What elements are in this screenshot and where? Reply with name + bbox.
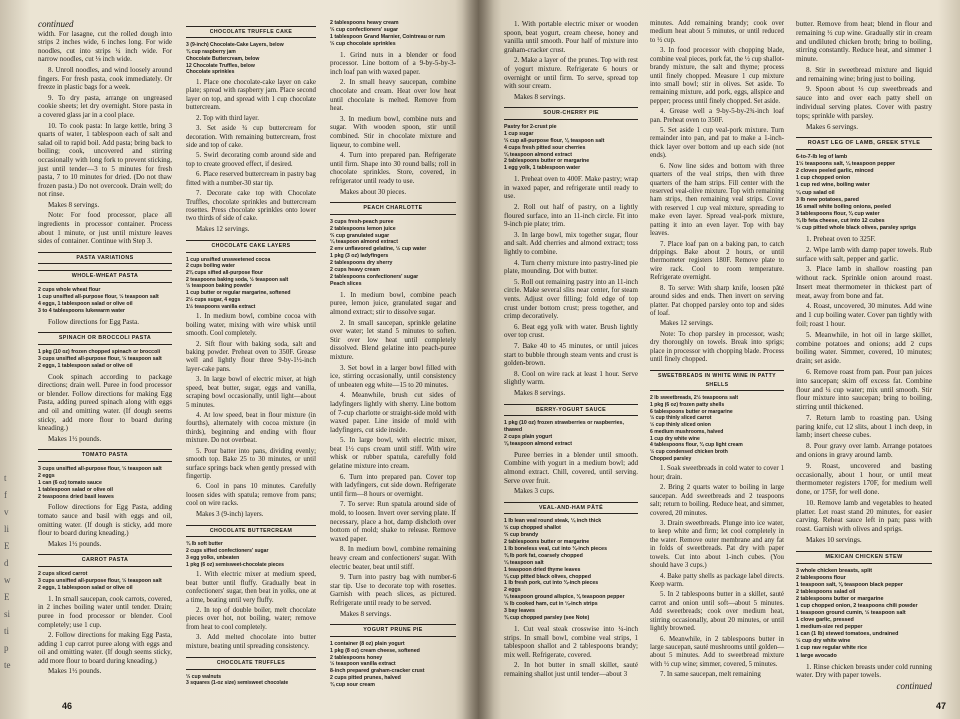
body-paragraph: 6. Turn into prepared pan. Cover top with ladyfingers, cut side down. Refrigerate until firm—8 hours or overnight. [330,472,456,498]
body-paragraph: 2. Bring 2 quarts water to boiling in large saucepan. Add sweetbreads and 2 teaspoons salt; return to boiling. Reduce heat, and simmer, covered, 20 minutes. [650,484,784,517]
right-column-1 [504,20,638,680]
body-paragraph: Makes 6 servings. [806,122,859,131]
ingredient-list [504,420,638,448]
ingredient-item: 3 whole chicken breasts, split [796,567,873,574]
edge-letter: te [4,660,11,670]
edge-letter: si [4,609,11,619]
ingredient-item: 1 lb fresh pork, cut into ¾-inch pieces [504,580,599,587]
body-paragraph: 5. In large bowl, with electric mixer, beat 1½ cups cream until stiff. With wire whisk or rubber spatula, carefully fold gelatine mixture into cream. [330,436,456,471]
page-number-left: 46 [62,701,73,711]
ingredient-list [650,395,784,462]
ingredient-item: 3 cups unsifted all-purpose flour, ½ teaspoon salt [38,577,162,584]
body-paragraph: 2. Wipe lamb with damp paper towels. Rub surface with salt, pepper and garlic. [796,245,932,263]
ingredient-item: ½ cup chopped shallot [504,525,561,532]
body-paragraph: Makes 1½ pounds. [48,667,102,676]
ingredient-item: 1 tablespoon salad or olive oil [38,486,113,493]
ingredient-item: 2 teaspoons dried basil leaves [38,493,114,500]
ingredient-item: 2 cups sliced carrot [38,571,88,577]
ingredient-item: 3 lb new potatoes, pared [796,196,859,203]
ingredient-item: 2 eggs, 1 tablespoon salad or olive oil [38,362,133,369]
ingredient-item: 1 cup sugar [504,130,534,137]
ingredient-item: 3 to 4 tablespoons lukewarm water [38,307,125,314]
body-paragraph: Makes 1½ pounds. [48,539,102,548]
ingredient-list [38,571,172,592]
body-paragraph: 10. Remove lamb and vegetables to heated platter. Let roast stand 20 minutes, for easier carving. Reheat sauce left in pan; pass with roast. Garnish with olives and sprigs. [796,498,932,534]
body-paragraph: Makes 8 servings. [514,388,566,397]
ingredient-item: 2 tablespoons lemon juice [330,225,396,232]
ingredient-item: 3 bay leaves [504,608,535,615]
left-column-1 [38,20,172,678]
ingredient-item: 1 lb boneless veal, cut into ¾-inch pieces [504,545,607,552]
ingredient-item: Pastry for 2-crust pie [504,123,557,130]
ingredient-item: 2 tablespoons flour [796,574,846,581]
ingredient-list [38,466,172,501]
body-paragraph: 5. In 2 tablespoons butter in a skillet, sauté carrot and onion until soft—about 5 minutes. Add sweetbreads; cook over medium heat, stirring occasionally, about 20 minutes, or until lightly browned. [650,591,784,633]
ingredient-list [186,541,316,568]
ingredient-item: 2 eggs [38,472,55,479]
ingredient-item: 1 can (6 oz) tomato sauce [38,479,102,486]
ingredient-list [186,257,316,311]
ingredient-item: 1 pkg (3 oz) ladyfingers [330,253,389,260]
body-paragraph: 1. Grind nuts in a blender or food processor. Line bottom of a 9-by-5-by-3-inch loaf pan with waxed paper. [330,50,456,76]
recipe-title: CHOCOLATE TRUFFLE CAKE [186,26,316,38]
body-paragraph: 1. Place one chocolate-cake layer on cake plate; spread with raspberry jam. Place second layer on top, and spread with 1 cup chocolate buttercream. [186,79,316,112]
ingredient-list [504,124,638,172]
body-paragraph: 1. Rinse chicken breasts under cold running water. Dry with paper towels. [796,662,932,680]
ingredient-list [796,154,932,232]
body-paragraph: 8. In medium bowl, combine remaining heavy cream and confectioners' sugar. With electric beater, beat until stiff. [330,545,456,571]
body-paragraph: 5. Swirl decorating comb around side and top to create grooved effect, if desired. [186,152,316,168]
ingredient-item: 2 cups sifted confectioners' sugar [186,548,269,555]
body-paragraph: 2. In hot butter in small skillet, sauté remaining shallot just until tender—about 3 [504,661,638,678]
ingredient-item: 1 pkg (10 oz) frozen strawberries or raspberries, thawed [504,420,624,434]
body-paragraph: Makes 12 servings. [660,320,714,328]
body-paragraph: 6. Place reserved buttercream in pastry bag fitted with a number-30 star tip. [186,171,316,187]
body-paragraph: 3. Set aside ¾ cup buttercream for decoration. With remaining buttercream, frost side and top of cake. [186,125,316,149]
right-page [478,0,960,719]
ingredient-item: 4 eggs, 1 tablespoon salad or olive oil [38,300,133,307]
ingredient-item: 1 pkg (8 oz) cream cheese, softened [330,647,420,654]
ingredient-item: ⅓ cup chocolate sprinkles [330,40,396,47]
body-paragraph: 2. Make a layer of the prunes. Top with rest of yogurt mixture. Refrigerate 6 hours or overnight or until firm. To serve, spread top with sour cream. [504,56,638,91]
body-paragraph: 9. To dry pasta, arrange on ungreased cookie sheets; let dry overnight. Store pasta in a covered glass jar in a cool place. [38,93,172,119]
body-paragraph: 3. In large bowl of electric mixer, at high speed, beat butter, sugar, eggs and vanilla, scraping bowl occasionally, until light—about 5 minutes. [186,376,316,409]
body-paragraph: Makes 3 (9-inch) layers. [196,510,264,518]
ingredient-item: 1 cup butter or regular margarine, softened [186,290,291,297]
body-paragraph: Follow directions for Egg Pasta, adding tomato sauce and basil with eggs and oil, omitting water. (If dough is sticky, add more flour to board during kneading.) [38,503,172,538]
body-paragraph: Note: For food processor, place all ingredients in processor container. Process about 1 minute, or just until mixture leaves sides of container. Continue with Step 3. [38,211,172,246]
ingredient-item: 2 lb sweetbreads, 2½ teaspoons salt [650,395,739,402]
ingredient-item: 1 cup red wine, boiling water [796,182,870,189]
edge-letter: E [4,541,10,551]
edge-letter: w [4,575,11,585]
ingredient-item: ¾ cup chopped parsley (see Note) [504,615,590,621]
left-column-3 [330,20,456,692]
recipe-title: MEXICAN CHICKEN STEW [796,551,932,564]
ingredient-item: 2 cups plain yogurt [504,433,553,440]
body-paragraph: 10. To cook pasta: In large kettle, bring 3 quarts of water, 1 tablespoon each of salt and salad oil to rapid boil. Add pasta; bring back to boiling; cook, uncovered and stirring occasionally with long fork to prevent sticking, just until tender—3 to 5 minutes for fresh pasta, 7 to 10 minutes for dried. (Do not thaw frozen pasta.) Do not overcook. Drain well; do not rinse. [38,121,172,199]
body-paragraph: 9. Roast, uncovered and basting occasionally, about 1 hour, or until meat thermometer registers 170F, for medium well done, or 175F, for well done. [796,461,932,497]
body-paragraph: 2. In top of double boiler, melt chocolate pieces over hot, not boiling, water; remove from heat to cool completely. [186,607,316,631]
ingredient-item: ¼ teaspoon almond extract [330,239,398,246]
ingredient-item: ¾ lb feta cheese, cut into 12 cubes [796,217,885,224]
ingredient-item: 3 cups unsifted all-purpose flour, ½ teaspoon salt [38,465,162,472]
ingredient-item: 4 cups fresh pitted sour cherries [504,144,586,151]
body-paragraph: Makes 8 servings. [48,200,100,209]
ingredient-item: 6 medium mushrooms, halved [650,428,724,435]
ingredient-item: 2 eggs [504,587,521,594]
ingredient-item: 2 tablespoons honey [330,654,383,661]
ingredient-item: 1 medium-size red pepper [796,624,863,631]
body-paragraph: 3. Drain sweetbreads. Plunge into ice water, to keep white and firm; let cool completely in the water. Remove outer membrane and any fat in folds of sweetbreads. Pat dry with paper towels. Cut into about 1-inch cubes. (You should have 3 cups.) [650,520,784,570]
ingredient-item: 2 cups heavy cream [330,267,380,274]
body-paragraph: 2. In small heavy saucepan, combine chocolate and cream. Heat over low heat until chocolate is melted. Remove from heat. [330,78,456,113]
ingredient-item: ½ lb cooked ham, cut in ¼-inch strips [504,601,598,608]
recipe-title: TOMATO PASTA [38,449,172,462]
ingredient-item: 2 teaspoons baking soda, ½ teaspoon salt [186,276,289,283]
ingredient-list [38,287,172,315]
continued-label: continued [896,681,932,692]
body-paragraph: Makes 12 servings. [196,225,250,233]
ingredient-list [330,641,456,689]
recipe-title: BERRY-YOGURT SAUCE [504,404,638,417]
ingredient-item: ½ cup pitted whole black olives, parsley sprigs [796,224,917,231]
ingredient-list [796,568,932,660]
right-column-3 [796,20,932,692]
ingredient-item: 2 tablespoons butter or margarine [504,158,590,165]
recipe-title: VEAL-AND-HAM PÂTÉ [504,502,638,515]
body-paragraph: 2. Follow directions for making Egg Pasta, adding 1 cup carrot puree along with eggs and oil and omitting water. (If dough seems sticky, add more flour to board during kneading.) [38,631,172,665]
recipe-title: PASTA VARIATIONS [38,252,172,265]
ingredient-item: 2 tablespoons heavy cream [330,20,399,26]
ingredient-item: 2 cups pitted prunes, halved [330,675,401,682]
ingredient-list [186,42,316,76]
body-paragraph: 6. Now line sides and bottom with three quarters of the veal strips, then with three quarters of the ham strips. Fill center with the reserved veal-olive mixture. Top with remaining ham strips, then remaining veal strips. Cover with reserved 1 cup veal mixture, spreading to make even layer. Spread veal-pork mixture, patting it into an even layer. Top with bay leaves. [650,162,784,238]
ingredient-item: 1 teaspoon ground cumin, ½ teaspoon salt [796,610,906,617]
body-paragraph: 3. In food processor with chopping blade, combine veal pieces, pork fat, the ½ cup shallot-brandy mixture, the salt and thyme; process until finely chopped. Measure 1 cup mixture into small bowl; stir in olives. Set aside. To remaining mixture, add pork, eggs, allspice and pepper; process until finely chopped. Set aside. [650,47,784,105]
ingredient-item: 1 cup dry white wine [650,435,700,442]
edge-letter: ti [4,626,10,636]
ingredient-item: 2 tablespoons butter or margarine [504,539,590,546]
body-paragraph: butter. Remove from heat; blend in flour and remaining ½ cup wine. Gradually stir in cream and undiluted chicken broth; bring to boiling, stirring constantly. Reduce heat, and simmer 1 minute. [796,20,932,64]
body-paragraph: 3. Set bowl in a larger bowl filled with ice, stirring occasionally, until consistency of unbeaten egg white—15 to 20 minutes. [330,363,456,389]
recipe-title: YOGURT PRUNE PIE [330,624,456,637]
ingredient-item: 1 teaspoon salt, ⅛ teaspoon black pepper [796,581,903,588]
ingredient-item: ¼ cup pitted black olives, chopped [504,573,591,580]
edge-letter: E [4,592,10,602]
ingredient-item: ½ teaspoon vanilla extract [330,661,396,668]
body-paragraph: 7. In same saucepan, melt remaining [660,671,761,679]
ingredient-item: 1 large avocado [796,652,837,659]
body-paragraph: 8. To serve: With sharp knife, loosen pâté around sides and ends. Then invert on serving platter. Pat chopped parsley onto top and sides of loaf. [650,284,784,317]
ingredient-item: ¾ lb soft butter [186,541,223,548]
edge-letter: f [4,490,7,500]
edge-letter: t [4,473,7,483]
ingredient-item: 3 tablespoons flour, ¾ cup water [796,210,880,217]
body-paragraph: Puree berries in a blender until smooth. Combine with yogurt in a medium bowl; add almond extract. Chill, covered, until serving. Serve over fruit. [504,450,638,485]
ingredient-item: 1 container (8 oz) plain yogurt [330,640,405,647]
ingredient-item: 2 tablespoons dry sherry [330,260,393,267]
ingredient-item: 1 cup chopped onion [796,175,851,182]
body-paragraph: 9. Spoon about ⅓ cup sweetbreads and sauce into and over each patty shell on individual serving plates. Cover with pastry tops; sprinkle with parsley. [796,85,932,120]
body-paragraph: Note: To chop parsley in processor, wash; dry thoroughly on towels. Break into sprigs; place in processor with chopping blade. Process until finely chopped. [650,330,784,364]
edge-letter: li [4,524,10,534]
ingredient-item: 1½ teaspoons vanilla extract [186,303,256,310]
ingredient-item: 3 cups fresh-peach puree [330,218,394,225]
body-paragraph: Makes 10 servings. [806,536,862,545]
body-paragraph: Makes about 30 pieces. [340,187,407,196]
ingredient-item: ¾ cup sour cream [330,682,375,689]
ingredient-list [186,674,316,687]
body-paragraph: 3. In medium bowl, combine nuts and sugar. With wooden spoon, stir until combined. Stir in chocolate mixture and liqueur, to combine well. [330,114,456,149]
body-paragraph: 4. Roast, uncovered, 30 minutes. Add wine and 1 cup boiling water. Cover pan tightly with foil; roast 1 hour. [796,302,932,329]
body-paragraph: 6. Beat egg yolk with water. Brush lightly over top crust. [504,322,638,340]
ingredient-item: 1 egg yolk, 1 tablespoon water [504,165,581,172]
body-paragraph: 1. With electric mixer at medium speed, beat butter until fluffy. Gradually beat in confectioners' sugar, then beat in yolks, one at a time, beating until very fluffy. [186,571,316,604]
ingredient-item: Chocolate sprinkles [186,69,235,76]
ingredient-item: ⅛ teaspoon almond extract [504,440,572,447]
body-paragraph: 6. Meanwhile, in 2 tablespoons butter in large saucepan, sauté mushrooms until golden—about 5 minutes. Add to sweetbread mixture with ½ cup wine; simmer, covered, 5 minutes. [650,635,784,668]
ingredient-item: 1 can (1 lb) stewed tomatoes, undrained [796,631,899,638]
ingredient-item: 2 eggs, 1 tablespoon salad or olive oil [38,584,133,591]
recipe-title: PEACH CHARLOTTE [330,202,456,215]
ingredient-item: 1 pkg (6 oz) frozen patty shells [650,402,725,409]
body-paragraph: 5. Roll out remaining pastry into an 11-inch circle. Make several slits near center, for steam vents. Adjust over filling; fold edge of top crust under bottom crust; press together, and crimp decoratively. [504,277,638,321]
body-paragraph: 4. Grease well a 9-by-5-by-2¾-inch loaf pan. Preheat oven to 350F. [650,108,784,124]
ingredient-item: ¼ teaspoon almond extract [504,151,572,158]
body-paragraph: 8. Unroll noodles, and wind loosely around fingers. For fresh pasta, cook immediately. Or freeze in plastic bags for a week. [38,65,172,92]
body-paragraph: 7. Bake 40 to 45 minutes, or until juices start to bubble through steam vents and crust is golden-brown. [504,341,638,368]
body-paragraph: 7. Place loaf pan on a baking pan, to catch drippings. Bake about 2 hours, or until thermometer registers 180F. Remove plate to wire rack. Cool to room temperature. Refrigerate overnight. [650,240,784,282]
body-paragraph: 8. Cool on wire rack at least 1 hour. Serve slightly warm. [504,369,638,387]
recipe-title: SOUR-CHERRY PIE [504,107,638,120]
body-paragraph: 2. Top with third layer. [196,114,259,122]
edge-letter: d [4,558,9,568]
body-paragraph: 4. Bake patty shells as package label directs. Keep warm. [650,572,784,588]
body-paragraph: 3. In large bowl, mix together sugar, flour and salt. Add cherries and almond extract; toss lightly to combine. [504,230,638,257]
recipe-title: ROAST LEG OF LAMB, GREEK STYLE [796,137,932,150]
body-paragraph: 1. Soak sweetbreads in cold water to cover 1 hour; drain. [650,465,784,481]
ingredient-item: 2 tablespoons butter or margarine [796,595,884,602]
left-column-2 [186,20,316,690]
body-paragraph: 7. Decorate cake top with Chocolate Truffles, chocolate sprinkles and buttercream rosettes. Press chocolate sprinkles onto lower two thirds of side of cake. [186,190,316,223]
body-paragraph: width. For lasagne, cut the rolled dough into strips 2 inches wide, 6 inches long. For wide noodles, cut into strips ¼ inch wide. For narrow noodles, cut ⅛ inch wide. [38,29,172,64]
body-paragraph: 3. Add melted chocolate into butter mixture, beating until spreading consistency. [186,634,316,650]
body-paragraph: 5. Pour batter into pans, dividing evenly; smooth top. Bake 25 to 30 minutes, or until surface springs back when gently pressed with fingertip. [186,447,316,480]
ingredient-item: 1 lb lean veal round steak, ¼ inch thick [504,518,602,525]
body-paragraph: 4. Turn cherry mixture into pastry-lined pie plate, mounding. Dot with butter. [504,258,638,276]
ingredient-item: ⅓ cup all-purpose flour, ⅛ teaspoon salt [504,137,605,144]
body-paragraph: 8. Pour gravy over lamb. Arrange potatoes and onions in gravy around lamb. [796,442,932,459]
ingredient-item: 2¾ cups sifted all-purpose flour [186,270,263,277]
recipe-title: WHOLE-WHEAT PASTA [38,270,172,283]
body-paragraph: Makes 8 servings. [514,92,566,101]
ingredient-item: ½ cup thinly sliced onion [650,422,711,429]
ingredient-item: ¼ cup salad oil [796,189,835,196]
body-paragraph: Makes 1½ pounds. [48,434,102,443]
body-paragraph: 1. With portable electric mixer or wooden spoon, beat yogurt, cream cheese, honey and vanilla until smooth. Pour half of mixture into graham-cracker crust. [504,20,638,54]
recipe-title: CHOCOLATE TRUFFLES [186,657,316,669]
ingredient-item: 4 tablespoons flour, ¾ cup light cream [650,442,743,449]
body-paragraph: Makes 3 cups. [514,487,555,496]
ingredient-item: 1 teaspoon dried thyme leaves [504,566,581,573]
ingredient-item: 12 Chocolate Truffles, below [186,62,255,69]
ingredient-item: ¾ cup raspberry jam [186,49,236,56]
body-paragraph: 6. Remove roast from pan. Pour pan juices into saucepan; skim off excess fat. Combine flour and ¼ cup water; mix until smooth. Stir flour mixture into saucepan; bring to boiling, stirring until thickened. [796,367,932,412]
recipe-title: SPINACH OR BROCCOLI PASTA [38,332,172,345]
ingredient-item: ½ cup condensed chicken broth [650,449,728,456]
ingredient-item: 3 (9-inch) Chocolate-Cake Layers, below [186,42,284,49]
body-paragraph: 3. Place lamb in shallow roasting pan without rack. Sprinkle onion around roast. Insert meat thermometer in thickest part of meat, away from bone and fat. [796,265,932,300]
ingredient-item: 2 cloves peeled garlic, minced [796,168,874,175]
page-number-right: 47 [935,701,946,711]
body-paragraph: 1. In medium bowl, combine cocoa with boiling water, mixing with wire whisk until smooth. Cool completely. [186,313,316,338]
ingredient-list [504,518,638,622]
body-paragraph: 2. In small saucepan, sprinkle gelatine over water; let stand 5 minutes to soften. Stir over low heat until completely dissolved. Blend gelatine into peach-puree mixture. [330,318,456,361]
recipe-title: CHOCOLATE CAKE LAYERS [186,240,316,252]
ingredient-item: ⅔ cup brandy [504,532,539,539]
ingredient-item: 1 cup unsifted all-purpose flour, ½ teaspoon salt [38,293,159,300]
body-paragraph: 2. Sift flour with baking soda, salt and baking powder. Preheat oven to 350F. Grease well and lightly flour three 9-by-1½-inch layer-cake pans. [186,340,316,373]
ingredient-item: 6-to-7-lb leg of lamb [796,154,848,161]
edge-letter: p [4,643,9,653]
body-paragraph: 6. Cool in pans 10 minutes. Carefully loosen sides with spatula; remove from pans; cool on wire racks. [186,483,316,508]
ingredient-item: 1 clove garlic, pressed [796,617,854,624]
left-page [0,0,478,719]
body-paragraph: 1. In medium bowl, combine peach puree, lemon juice, granulated sugar and almond extract; stir to dissolve sugar. [330,290,456,316]
continued-label: continued [38,19,74,29]
body-paragraph: 1. Preheat oven to 325F. [806,235,876,244]
ingredient-item: 1 cup chopped onion, 2 teaspoons chili powder [796,602,918,609]
ingredient-item: 6 tablespoons butter or margarine [650,408,733,415]
ingredient-item: 1 tablespoon Grand Marnier, Cointreau or rum [330,33,445,40]
ingredient-item: 1 pkg (6 oz) semisweet-chocolate pieces [186,561,284,568]
ingredient-item: 3 cups unsifted all-purpose flour, ½ teaspoon salt [38,355,162,362]
body-paragraph: 9. Turn into pastry bag with number-6 star tip. Use to decorate top with rosettes. Garnish with peach slices, as pictured. Refrigerate until ready to be served. [330,573,456,607]
left-edge-letters [4,470,16,674]
recipe-title: SWEETBREADS IN WHITE WINE IN PATTY SHELLS [650,370,784,391]
body-paragraph: 7. Return lamb to roasting pan. Using paring knife, cut 12 slits, about 1 inch deep, in lamb; insert cheese cubes. [796,413,932,440]
body-paragraph: Makes 8 servings. [340,609,392,618]
ingredient-list [38,349,172,370]
ingredient-item: 1½ teaspoons salt, ¼ teaspoon pepper [796,161,896,168]
body-paragraph: 1. Cut veal steak crosswise into ¼-inch strips. In small bowl, combine veal strips, 1 tablespoon shallot and 2 tablespoons brandy; mix well. Refrigerate, covered. [504,624,638,659]
body-paragraph: 2. Roll out half of pastry, on a lightly floured surface, into an 11-inch circle. Fit into 9-inch pie plate; trim. [504,203,638,229]
body-paragraph: 8. Stir in sweetbread mixture and liquid and remaining wine; bring just to boiling. [796,65,932,83]
right-column-2 [650,20,784,682]
ingredient-item: ¼ teaspoon salt [504,559,544,566]
body-paragraph: 5. Set aside 1 cup veal-pork mixture. Turn remainder into pan, and pat to make a 1-inch-thick layer over bottom and up each side (not ends). [650,127,784,160]
ingredient-item: 1 cup raw regular white rice [796,645,868,652]
ingredient-item: 2 cups whole wheat flour [38,287,101,294]
ingredient-item: ½ cup dry white wine [796,638,851,645]
ingredient-item: 1 pkg (10 oz) frozen chopped spinach or broccoli [38,348,161,355]
ingredient-item: ¾ lb pork fat, coarsely chopped [504,552,583,559]
body-paragraph: minutes. Add remaining brandy; cook over medium heat about 5 minutes, or until reduced to ½ cup. [650,20,784,44]
ingredient-item: 3 egg yolks, unbeaten [186,554,240,561]
ingredient-item: ⅓ cup confectioners' sugar [330,26,399,33]
body-paragraph: 4. At low speed, beat in flour mixture (in fourths), alternately with cocoa mixture (in thirds), beginning and ending with flour mixture. Do not overbeat. [186,412,316,445]
body-paragraph: 1. Preheat oven to 400F. Make pastry; wrap in waxed paper, and refrigerate until ready to use. [504,175,638,201]
ingredient-item: 2 cups boiling water [186,263,235,270]
ingredient-item: 1 cup unsifted unsweetened cocoa [186,256,271,263]
ingredient-item: ½ cup thinly sliced carrot [650,415,712,422]
ingredient-item: ⅓ cup walnuts [186,673,222,680]
body-paragraph: 5. Meanwhile, in hot oil in large skillet, combine potatoes and onions; add 2 cups boiling water. Simmer, covered, 10 minutes; drain; set aside. [796,330,932,366]
ingredient-item: Peach slices [330,280,362,287]
ingredient-item: 2 env unflavored gelatine, ½ cup water [330,246,427,253]
ingredient-item: 2½ cups sugar, 4 eggs [186,296,241,303]
ingredient-item: ⅔ cup granulated sugar [330,232,390,239]
recipe-title: CARROT PASTA [38,554,172,567]
body-paragraph: Cook spinach according to package directions; drain well. Puree in food processor or blender. Follow directions for making Egg Pasta, adding pureed spinach along with eggs and oil and omitting water. (If dough seems sticky, add more flour to board during kneading.) [38,372,172,433]
ingredient-item: 8-inch prepared graham-cracker crust [330,668,425,675]
ingredient-item: 2 tablespoons confectioners' sugar [330,273,419,280]
ingredient-list [330,20,456,48]
body-paragraph: Follow directions for Egg Pasta. [48,317,140,326]
ingredient-item: 16 small white boiling onions, peeled [796,203,891,210]
ingredient-item: ½ teaspoon baking powder [186,283,252,290]
body-paragraph: 4. Turn into prepared pan. Refrigerate until firm. Shape into 30 round balls; roll in chocolate sprinkles. Store, covered, in refrigerator until ready to use. [330,151,456,185]
edge-letter: v [4,507,9,517]
recipe-title: CHOCOLATE BUTTERCREAM [186,525,316,537]
ingredient-item: 2 tablespoons salad oil [796,588,856,595]
body-paragraph: 4. Meanwhile, brush cut sides of ladyfingers lightly with sherry. Line bottom of 7-cup charlotte or straight-side mold with waxed paper. Line inside of mold with ladyfingers, cut side inside. [330,391,456,434]
body-paragraph: 7. To serve: Run spatula around side of mold, to loosen. Invert over serving plate. If necessary, place a hot, damp dishcloth over bottom of mold; shake to release. Remove waxed paper. [330,500,456,543]
ingredient-item: ¼ teaspoon ground allspice, ⅛ teaspoon pepper [504,594,625,601]
ingredient-item: Chopped parsley [650,455,692,462]
ingredient-list [330,219,456,288]
body-paragraph: 1. In small saucepan, cook carrots, covered, in 2 inches boiling water until tender. Drain; puree in food processor or blender. Cool completely; use 1 cup. [38,594,172,629]
ingredient-item: Chocolate Buttercream, below [186,55,260,62]
ingredient-item: 3 squares (1-oz size) semisweet chocolate [186,680,289,687]
